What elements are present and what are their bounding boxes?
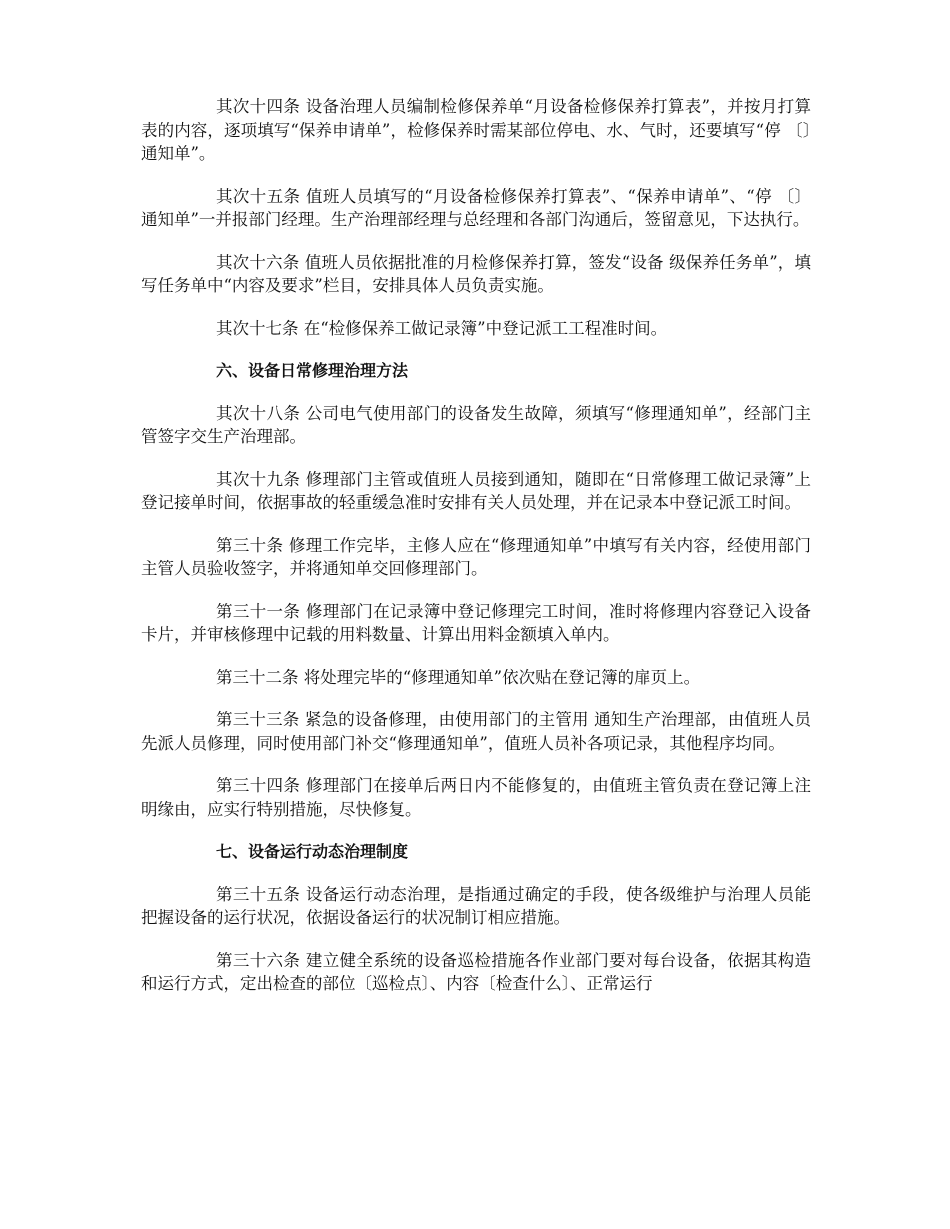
section-heading-7: 七、设备运行动态治理制度 [216, 842, 409, 861]
article-36: 第三十六条 建立健全系统的设备巡检措施各作业部门要对每台设备，依据其构造和运行方式，定出检查的部位〔巡检点〕、内容〔检查什么〕、正常运行 [141, 950, 811, 993]
article-17: 其次十七条 在“检修保养工做记录簿”中登记派工工程准时间。 [216, 318, 668, 338]
document-body [141, 95, 811, 1015]
article-30: 第三十条 修理工作完毕，主修人应在“修理通知单”中填写有关内容，经使用部门主管人员验收签字，并将通知单交回修理部门。 [141, 535, 811, 578]
article-16: 其次十六条 值班人员依据批准的月检修保养打算，签发“设备 级保养任务单”，填写任务单中“内容及要求”栏目，安排具体人员负责实施。 [141, 252, 811, 295]
article-31: 第三十一条 修理部门在记录簿中登记修理完工时间，准时将修理内容登记入设备卡片，并审核修理中记载的用料数量、计算出用料金额填入单内。 [141, 601, 811, 644]
article-33: 第三十三条 紧急的设备修理，由使用部门的主管用 通知生产治理部，由值班人员先派人员修理，同时使用部门补交“修理通知单”，值班人员补各项记录，其他程序均同。 [141, 710, 811, 753]
article-32: 第三十二条 将处理完毕的“修理通知单”依次贴在登记簿的扉页上。 [216, 667, 701, 687]
article-14: 其次十四条 设备治理人员编制检修保养单“月设备检修保养打算表”，并按月打算表的内容，逐项填写“保养申请单”，检修保养时需某部位停电、水、气时，还要填写“停 〔〕通知单”。 [141, 97, 811, 163]
article-15: 其次十五条 值班人员填写的“月设备检修保养打算表”、“保养申请单”、“停 〔〕通知单”一并报部门经理。生产治理部经理与总经理和各部门沟通后，签留意见，下达执行。 [141, 186, 811, 229]
section-heading-6: 六、设备日常修理治理方法 [216, 361, 409, 380]
article-35: 第三十五条 设备运行动态治理，是指通过确定的手段，使各级维护与治理人员能把握设备的运行状况，依据设备运行的状况制订相应措施。 [141, 884, 811, 927]
article-19: 其次十九条 修理部门主管或值班人员接到通知，随即在“日常修理工做记录簿”上登记接单时间，依据事故的轻重缓急准时安排有关人员处理，并在记录本中登记派工时间。 [141, 469, 811, 512]
article-34: 第三十四条 修理部门在接单后两日内不能修复的，由值班主管负责在登记簿上注明缘由，应实行特别措施，尽快修复。 [141, 776, 811, 819]
article-18: 其次十八条 公司电气使用部门的设备发生故障，须填写“修理通知单”，经部门主管签字交生产治理部。 [141, 403, 811, 446]
